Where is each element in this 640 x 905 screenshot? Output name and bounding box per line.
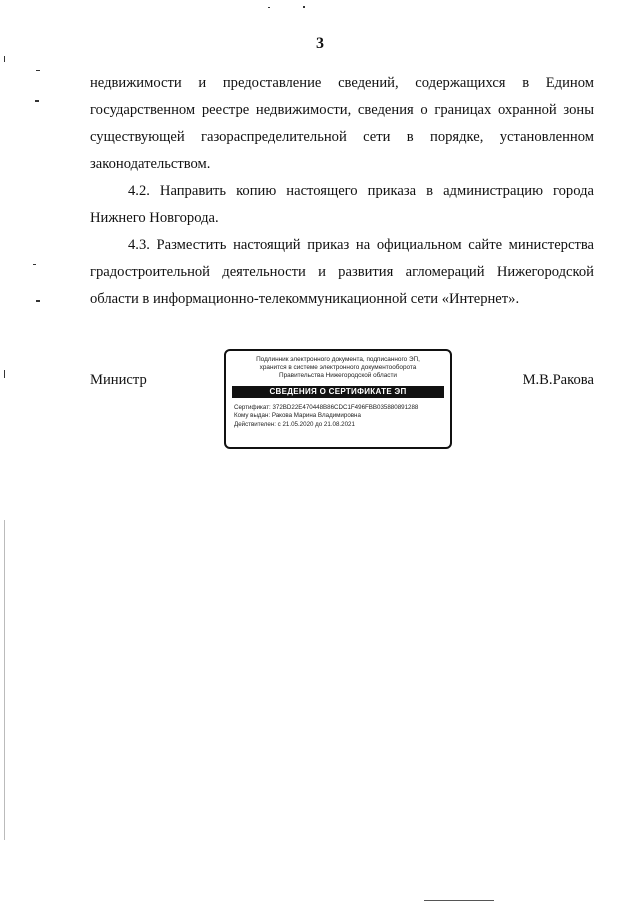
scan-artifact [4,520,5,840]
scan-artifact [35,100,39,102]
page-number: 3 [316,35,324,52]
paragraph-4-2: 4.2. Направить копию настоящего приказа в администрацию города Нижнего Новгорода. [90,183,594,226]
certificate-validity: Действителен: с 21.05.2020 до 21.08.2021 [234,420,355,428]
scan-artifact [36,70,40,71]
certificate-number: Сертификат: 372BD22E470448B86CDC1F496FBB035880891288 [234,404,419,411]
stamp-header-line: Подлинник электронного документа, подписанного ЭП, [256,356,420,363]
stamp-header-line: Правительства Нижегородской области [278,372,398,379]
stamp-certificate-bar: СВЕДЕНИЯ О СЕРТИФИКАТЕ ЭП [232,386,444,398]
certificate-owner: Кому выдан: Ракова Марина Владимировна [234,412,361,420]
scan-artifact [4,370,5,378]
electronic-signature-stamp [224,349,452,449]
signatory-name: М.В.Ракова [522,372,594,388]
footer-line [424,900,494,901]
paragraph-continuation: недвижимости и предоставление сведений, содержащихся в Едином государственном реестре недвижимости, сведения о границах охранной зоны существующей газораспределительной сети в порядке, установленном законодательством. [90,75,594,172]
paragraph-4-3: 4.3. Разместить настоящий приказ на официальном сайте министерства градостроительной деятельности и развития агломераций Нижегородской области в информационно-телекоммуникационной сети «Интернет». [90,237,594,307]
scan-artifact [33,264,36,265]
scan-artifact [36,300,40,302]
document-body [90,70,594,313]
stamp-header [226,356,450,380]
scan-artifact [303,6,305,8]
stamp-header-line: хранится в системе электронного документооборота [259,364,417,371]
scan-artifact [4,56,5,62]
scan-artifact [268,7,270,8]
stamp-details [234,404,442,429]
signatory-title: Министр [90,372,147,388]
